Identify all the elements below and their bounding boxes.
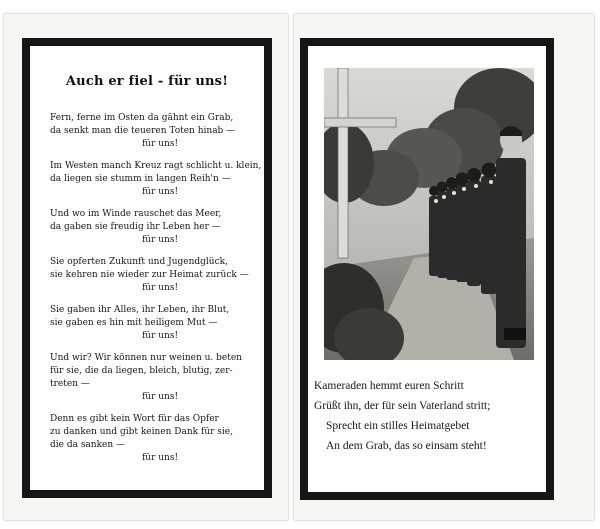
memorial-border-right [300, 38, 554, 500]
refrain: für uns! [141, 392, 179, 402]
memorial-verse [314, 376, 546, 456]
poem-line: sie gaben es hin mit heiligem Mut — [50, 318, 218, 328]
poem-line: die da sanken — [50, 440, 126, 450]
stanza [50, 112, 250, 151]
poem-line: da liegen sie stumm in langen Reih'n — [50, 174, 231, 184]
soldiers-at-grave-photo [324, 68, 534, 360]
refrain: für uns! [141, 235, 179, 245]
poem-line: Und wo im Winde rauschet das Meer, [50, 209, 222, 219]
verse-line: Grüßt ihn, der für sein Vaterland stritt; [314, 400, 491, 412]
refrain: für uns! [141, 139, 179, 149]
poem-title: Auch er fiel - für uns! [65, 74, 229, 89]
stanza [50, 160, 262, 199]
stanza [50, 256, 250, 295]
left-card [4, 14, 288, 520]
poem [50, 112, 262, 474]
poem-line: Im Westen manch Kreuz ragt schlicht u. klein, [50, 161, 262, 171]
poem-line: da senkt man die teueren Toten hinab — [50, 126, 236, 136]
refrain: für uns! [141, 453, 179, 463]
right-card [294, 14, 594, 520]
poem-line: Denn es gibt kein Wort für das Opfer [50, 414, 219, 424]
poem-line: für sie, die da liegen, bleich, blutig, zer- [50, 366, 233, 376]
refrain: für uns! [141, 187, 179, 197]
poem-line: sie kehren nie wieder zur Heimat zurück — [50, 270, 249, 280]
poem-line: Sie gaben ihr Alles, ihr Leben, ihr Blut, [50, 305, 230, 315]
stanza [50, 208, 250, 247]
stanza [50, 304, 250, 343]
verse-line: Sprecht ein stilles Heimatgebet [326, 420, 470, 432]
stanza [50, 413, 250, 465]
poem-line: Fern, ferne im Osten da gähnt ein Grab, [50, 113, 234, 123]
refrain: für uns! [141, 331, 179, 341]
refrain: für uns! [141, 283, 179, 293]
verse-line: An dem Grab, das so einsam steht! [326, 440, 487, 452]
verse-line: Kameraden hemmt euren Schritt [314, 380, 464, 392]
memorial-border-left [22, 38, 272, 498]
poem-line: zu danken und gibt keinen Dank für sie, [50, 427, 233, 437]
poem-line: Und wir? Wir können nur weinen u. beten [50, 353, 242, 363]
stanza [50, 352, 250, 404]
poem-line: treten — [50, 379, 90, 389]
poem-line: Sie opferten Zukunft und Jugendglück, [50, 257, 228, 267]
poem-line: da gaben sie freudig ihr Leben her — [50, 222, 221, 232]
memorial-photo [324, 68, 534, 360]
